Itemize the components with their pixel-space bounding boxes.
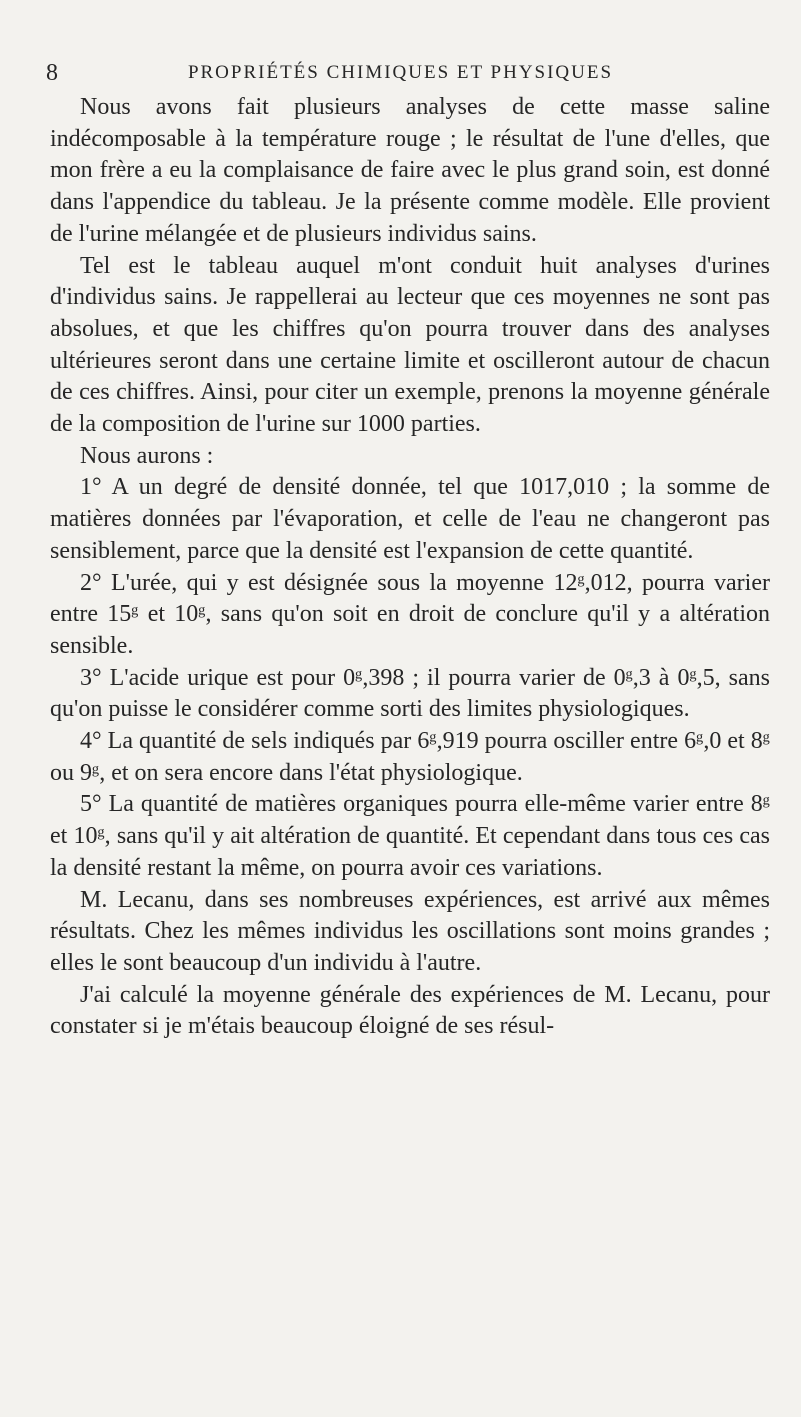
running-head: PROPRIÉTÉS CHIMIQUES ET PHYSIQUES xyxy=(187,62,614,83)
paragraph-item-4: 4° La quantité de sels indiqués par 6ᵍ,919 pourra osciller entre 6ᵍ,0 et 8ᵍ ou 9ᵍ, et on sera encore dans l'état physiologique. xyxy=(50,728,770,786)
paragraph-nous-aurons: Nous aurons : xyxy=(80,442,214,469)
paragraph-analyses: Nous avons fait plusieurs analyses de cette masse saline indécomposable à la température rouge ; le résultat de l'une d'elles, que mon frère a eu la complaisance de faire avec le plus grand soin, est donné dans l'appendice du tableau. Je la présente comme modèle. Elle provient de l'urine mélangée et de plusieurs individus sains. xyxy=(50,94,770,247)
page-header xyxy=(46,58,755,92)
paragraph-item-2: 2° L'urée, qui y est désignée sous la moyenne 12ᵍ,012, pourra varier entre 15ᵍ et 10ᵍ, sans qu'on soit en droit de conclure qu'il y a altération sensible. xyxy=(50,569,770,659)
paragraph-item-3: 3° L'acide urique est pour 0ᵍ,398 ; il pourra varier de 0ᵍ,3 à 0ᵍ,5, sans qu'on puisse le considérer comme sorti des limites physiologiques. xyxy=(50,664,770,723)
body-text xyxy=(50,92,770,1043)
paragraph-lecanu: M. Lecanu, dans ses nombreuses expériences, est arrivé aux mêmes résultats. Chez les mêmes individus les oscillations sont moins grandes ; elles le sont beaucoup d'un individu à l'autre. xyxy=(50,886,770,976)
paragraph-tableau: Tel est le tableau auquel m'ont conduit huit analyses d'urines d'individus sains. Je rappellerai au lecteur que ces moyennes ne sont pas absolues, et que les chiffres qu'on pourra trouver dans des analyses ultérieures seront dans une certaine limite et oscilleront autour de chacun de ces chiffres. Ainsi, pour citer un exemple, prenons la moyenne générale de la composition de l'urine sur 1000 parties. xyxy=(50,252,770,438)
page-number: 8 xyxy=(46,60,58,86)
paragraph-moyenne: J'ai calculé la moyenne générale des expériences de M. Lecanu, pour constater si je m'étais beaucoup éloigné de ses résul- xyxy=(50,981,770,1040)
paragraph-item-5: 5° La quantité de matières organiques pourra elle-même varier entre 8ᵍ et 10ᵍ, sans qu'il y ait altération de quantité. Et cependant dans tous ces cas la densité restant la même, on pourra avoir ces variations. xyxy=(50,791,770,881)
paragraph-item-1: 1° A un degré de densité donnée, tel que 1017,010 ; la somme de matières données par l'évaporation, et celle de l'eau ne changeront pas sensiblement, parce que la densité est l'expansion de cette quantité. xyxy=(50,474,770,564)
